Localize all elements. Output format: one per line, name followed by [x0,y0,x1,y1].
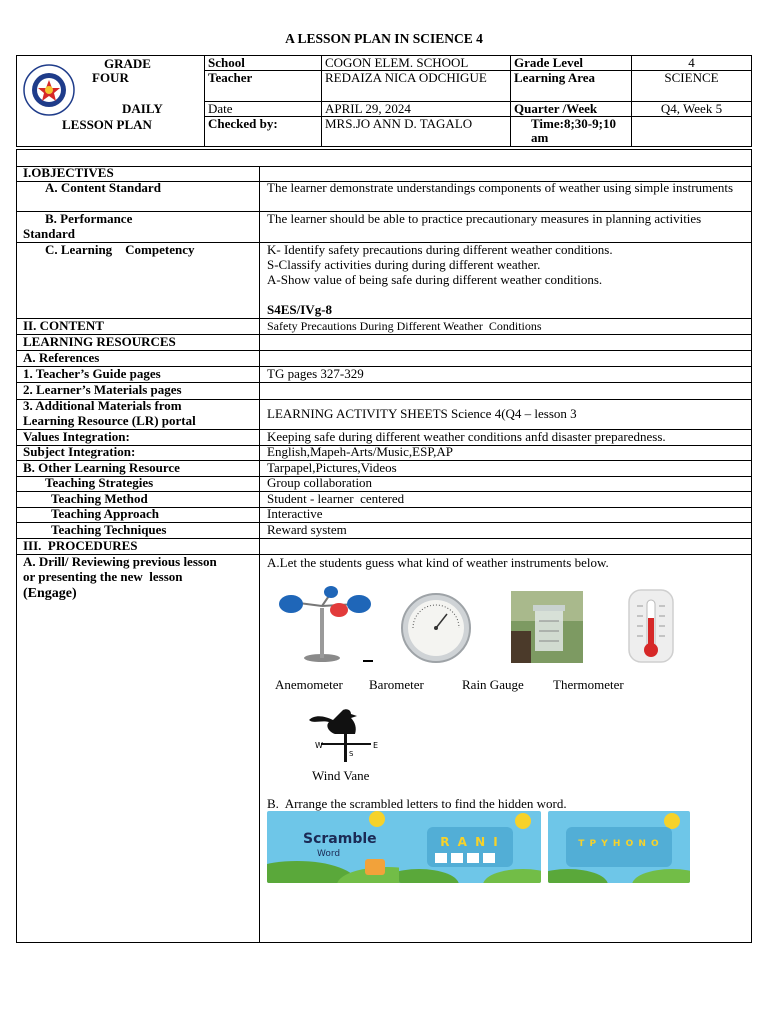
teaching-approach-value: Interactive [267,506,323,521]
quarter-label: Quarter /Week [511,102,632,117]
teaching-approach-label: Teaching Approach [51,506,160,521]
teachers-guide-value: TG pages 327-329 [267,366,364,381]
rain-gauge-icon [511,591,583,663]
word-typhoon-banner [548,811,690,883]
competency-k: K- Identify safety precautions during different weather conditions. [267,242,613,257]
content-standard-label: A. Content Standard [45,180,161,195]
wind-vane-caption: Wind Vane [312,768,370,783]
scramble-subtitle: Word [317,849,341,859]
teaching-techniques-value: Reward system [267,522,347,537]
daily-label: DAILY [122,101,163,116]
date-value: APRIL 29, 2024 [322,102,511,117]
teacher-label: Teacher [205,71,322,102]
values-integration-value: Keeping safe during different weather conditions anfd disaster preparedness. [267,429,666,444]
activity-b-text: B. Arrange the scrambled letters to find the hidden word. [267,796,567,811]
performance-standard-label: B. Performance [45,211,133,226]
lesson-plan-table [16,149,752,943]
content-standard-text: The learner demonstrate understandings components of weather using simple instruments [267,180,734,195]
references-label: A. References [23,350,100,365]
values-integration-label: Values Integration: [23,429,130,444]
landscape-illustration-icon [267,811,409,883]
teaching-method-label: Teaching Method [51,491,148,506]
competency-a: A-Show value of being safe during different weather conditions. [267,272,603,287]
performance-standard-label-2: Standard [23,226,76,241]
other-resource-value: Tarpapel,Pictures,Videos [267,460,397,475]
wind-vane-icon [305,706,389,764]
date-label: Date [205,102,322,117]
competency-code: S4ES/IVg-8 [267,302,333,317]
other-resource-label: B. Other Learning Resource [23,460,180,475]
deped-seal-icon [23,64,75,116]
scramble-title: Scramble [303,831,377,847]
lesson-plan-label: LESSON PLAN [62,117,152,132]
svg-text:W: W [315,741,323,750]
thermometer-icon [623,588,679,664]
learners-materials-label: 2. Learner’s Materials pages [23,382,182,397]
teachers-guide-label: 1. Teacher’s Guide pages [23,366,161,381]
engage-label: (Engage) [23,586,77,601]
school-value: COGON ELEM. SCHOOL [322,56,511,71]
empty-cell [632,117,752,147]
teaching-strategies-value: Group collaboration [267,475,373,490]
svg-text:E: E [373,741,379,750]
objectives-heading: I.OBJECTIVES [23,165,114,180]
teaching-techniques-label: Teaching Techniques [51,522,167,537]
time-value: Time:8;30-9;10 am [511,117,632,147]
performance-standard-text: The learner should be able to practice precautionary measures in planning activities [267,211,702,226]
activity-a-text: A.Let the students guess what kind of weather instruments below. [267,555,609,570]
checked-by-label: Checked by: [205,117,322,147]
grade-level-value: 4 [632,56,752,71]
drill-label-2: or presenting the new lesson [23,569,183,584]
scrambled-word-2: T P Y H O N O [578,839,660,849]
grade-four-label: FOUR [92,70,129,85]
learning-competency-label: C. Learning Competency [45,242,195,257]
content-heading: II. CONTENT [23,318,104,333]
document-title: A LESSON PLAN IN SCIENCE 4 [285,31,483,46]
drill-label: A. Drill/ Reviewing previous lesson [23,554,217,569]
svg-text:S: S [349,750,354,758]
header-table [16,55,752,147]
word-rain-banner [399,811,541,883]
competency-s: S-Classify activities during during different weather. [267,257,541,272]
grade-label: GRADE [104,56,151,71]
barometer-icon [399,592,473,664]
thermometer-caption: Thermometer [553,677,624,692]
learning-area-value: SCIENCE [632,71,752,102]
scrambled-word-1: R A N I [440,835,500,849]
content-value: Safety Precautions During Different Weather Conditions [267,319,542,333]
scramble-title-banner [267,811,409,883]
school-label: School [205,56,322,71]
teaching-method-value: Student - learner centered [267,491,405,506]
teaching-strategies-label: Teaching Strategies [45,475,154,490]
rain-gauge-caption: Rain Gauge [462,677,524,692]
subject-integration-label: Subject Integration: [23,444,136,459]
additional-materials-value: LEARNING ACTIVITY SHEETS Science 4(Q4 – lesson 3 [267,406,577,421]
grade-level-label: Grade Level [511,56,632,71]
anemometer-icon [277,582,377,664]
procedures-heading: III. PROCEDURES [23,538,138,553]
learning-resources-heading: LEARNING RESOURCES [23,334,176,349]
learning-area-label: Learning Area [511,71,632,102]
additional-materials-label-2: Learning Resource (LR) portal [23,413,196,428]
teacher-value: REDAIZA NICA ODCHIGUE [322,71,511,102]
anemometer-caption: Anemometer [275,677,343,692]
grade-cell [17,56,205,147]
quarter-value: Q4, Week 5 [632,102,752,117]
barometer-caption: Barometer [369,677,424,692]
checked-by-value: MRS.JO ANN D. TAGALO [322,117,511,147]
additional-materials-label: 3. Additional Materials from [23,398,182,413]
subject-integration-value: English,Mapeh-Arts/Music,ESP,AP [267,444,453,459]
